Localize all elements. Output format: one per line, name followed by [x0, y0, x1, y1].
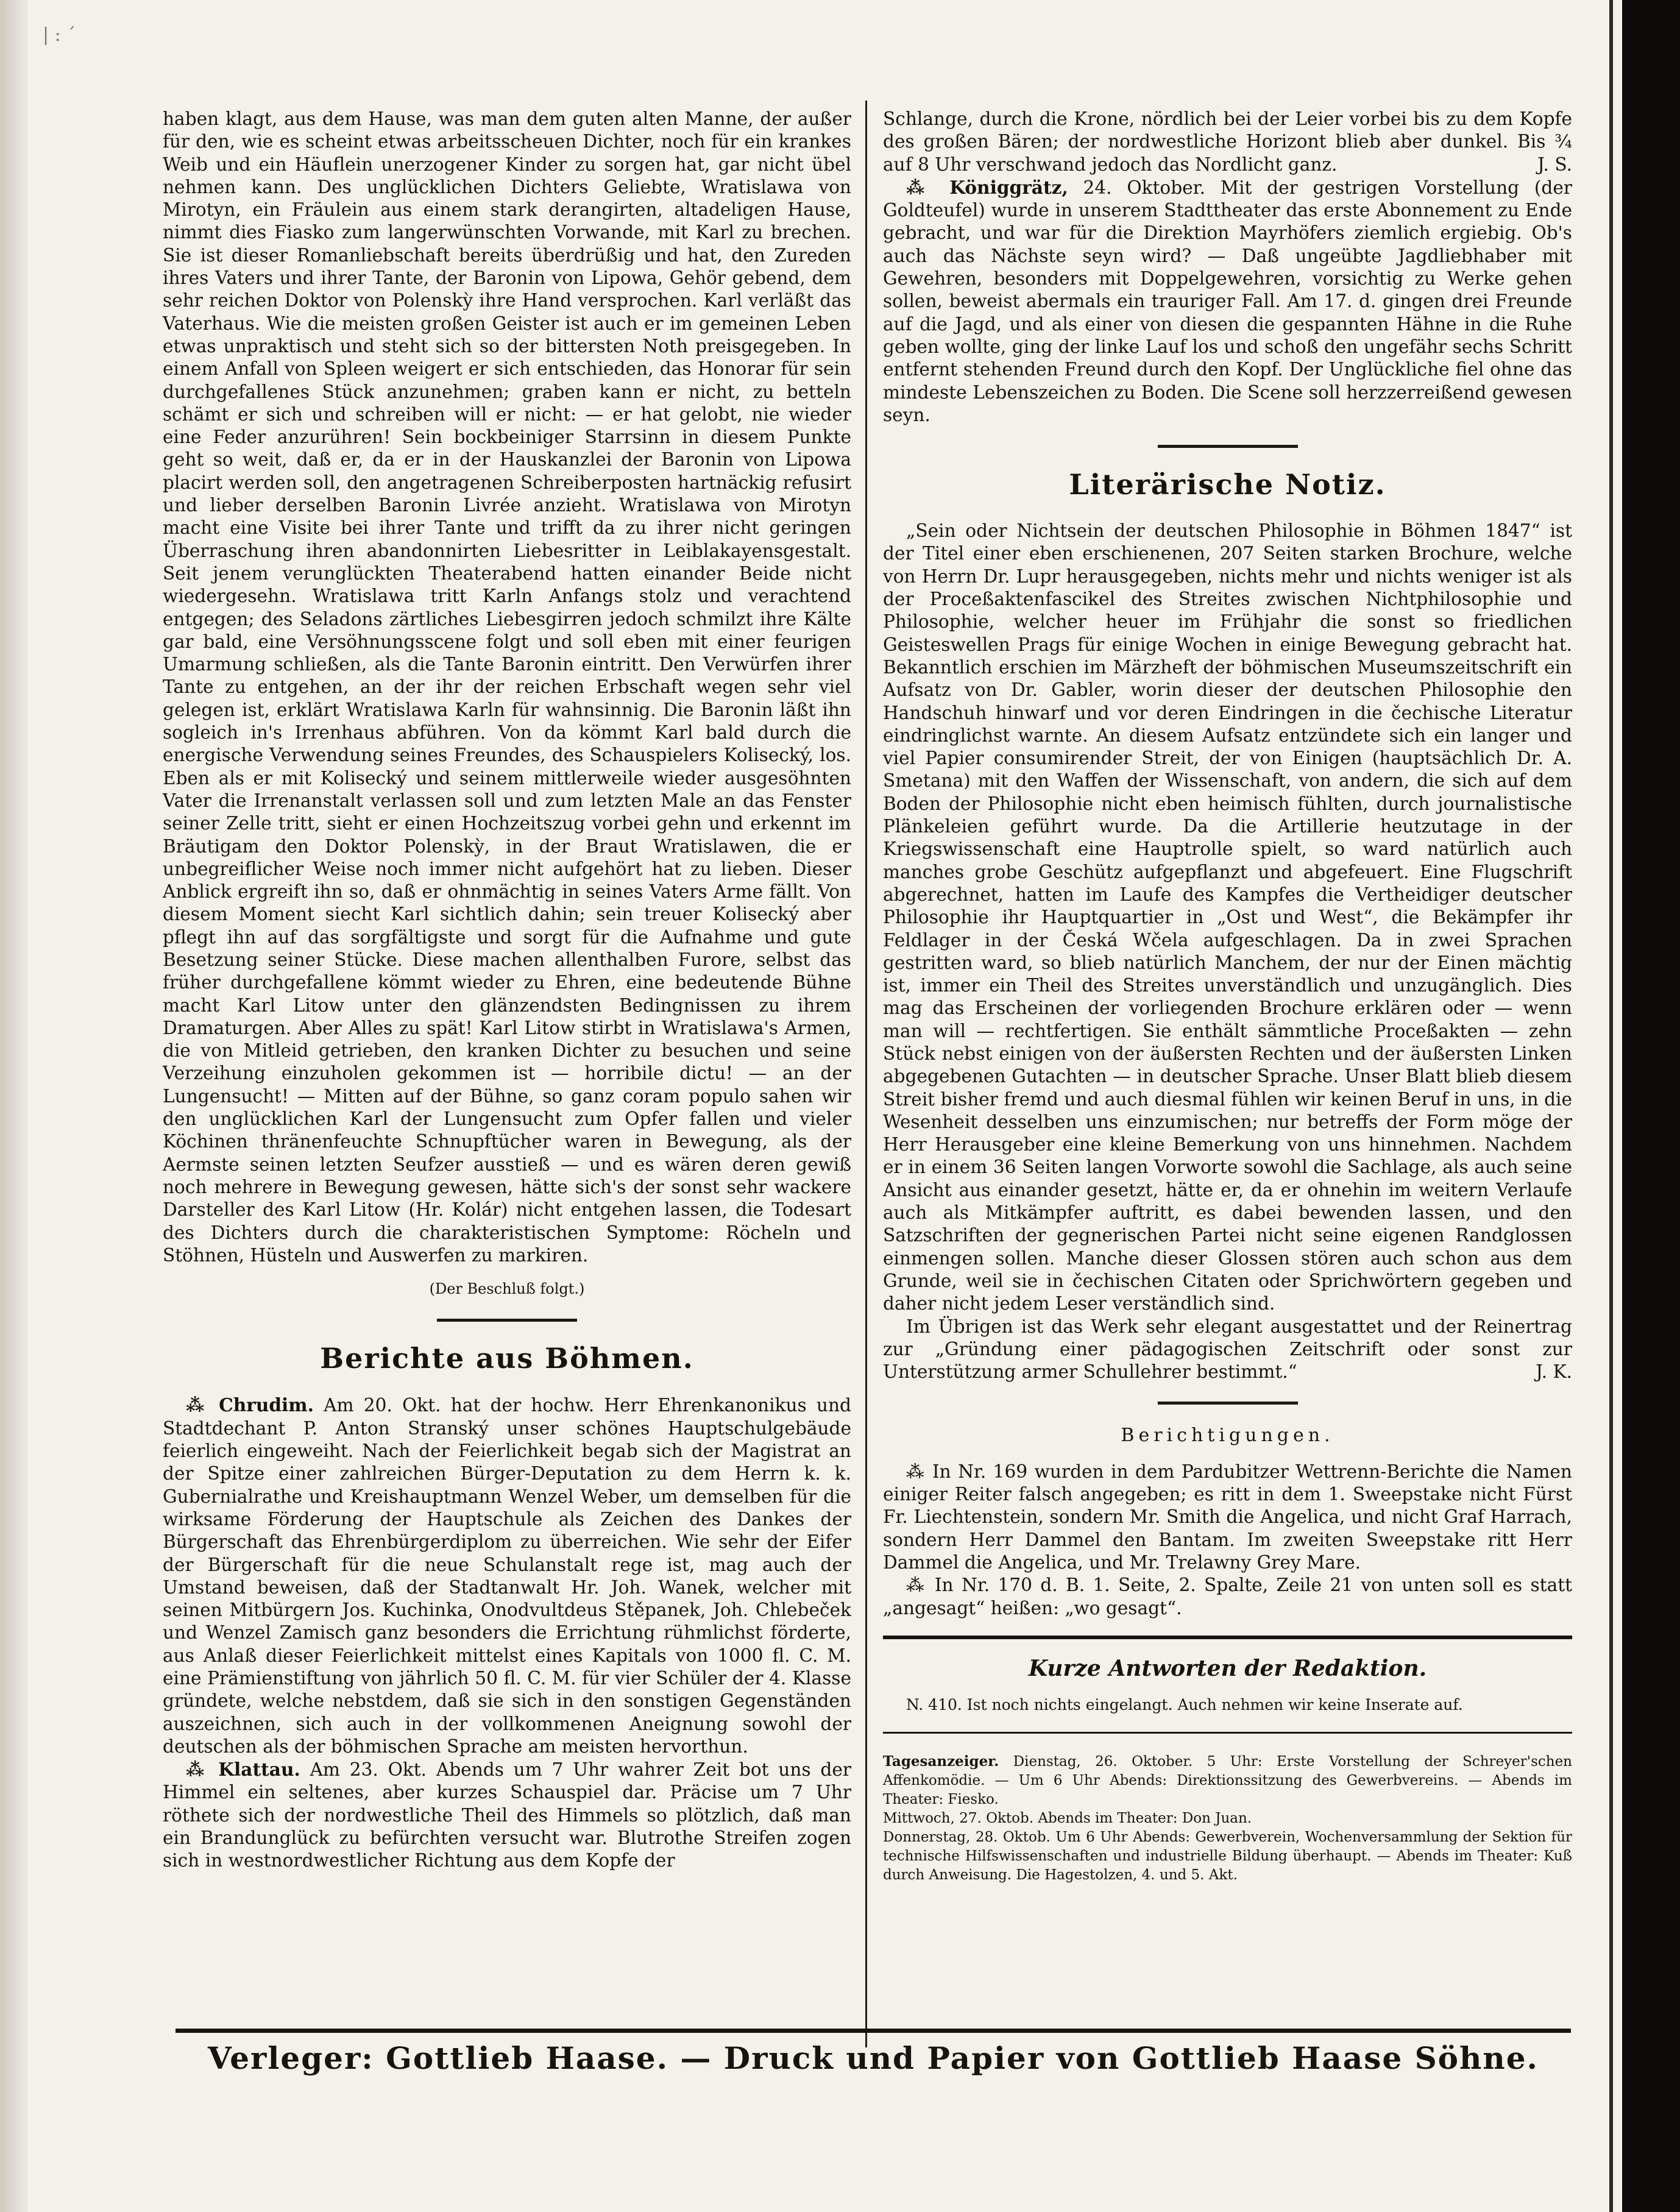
- report-text: Am 20. Okt. hat der hochw. Herr Ehrenkanonikus und Stadtdechant P. Anton Stranský unser schönes Hauptschulgebäude feierlich eingeweiht. Nach der Feierlichkeit begab sich der Magistrat an der Spitze einer zahlreichen Bürger-Deputation zu dem Herrn k. k. Gubernialrathe und Kreishauptmann Wenzel Weber, um demselben für die wirksame Förderung der Hauptschule als Zeichen des Dankes der Bürgerschaft das Ehrenbürgerdiplom zu überreichen. Wie sehr der Eifer der Bürgerschaft für die neue Schulanstalt rege ist, mag auch der Umstand beweisen, daß der Stadtanwalt Hr. Joh. Wanek, welcher mit seinen Mitbürgern Jos. Kuchinka, Onodvultdeus Stěpanek, Joh. Chlebeček und Wenzel Zamisch ganz besonders die Errichtung rühmlichst förderte, aus Anlaß dieser Feierlichkeit mittelst eines Kapitals von 1000 fl. C. M. eine Prämienstiftung von jährlich 50 fl. C. M. für vier Schüler der 4. Klasse gründete, welche nebstdem, daß sie sich in den sonstigen Gegenständen auszeichnen, sich auch in der vollkommenen Aneignung sowohl der deutschen als der böhmischen Sprache am meisten hervorthun.: [163, 1395, 851, 1757]
- report-text: 24. Oktober. Mit der gestrigen Vorstellung (der Goldteufel) wurde in unserem Stadttheater das erste Abonnement zu Ende gebracht, und war für die Direktion Mayrhöfers ziemlich ergiebig. Ob's auch das Nächste seyn wird? — Daß ungeübte Jagdliebhaber mit Gewehren, besonders mit Doppelgewehren, vorsichtig zu Werke gehen sollen, beweist abermals ein trauriger Fall. Am 17. d. gingen drei Freunde auf die Jagd, und als einer von diesen die gespannten Hähne in die Ruhe geben wollte, ging der linke Lauf los und schoß den ungefähr sechs Schritt entfernt stehenden Freund durch den Kopf. Der Unglückliche fiel ohne das mindeste Lebenszeichen zu Boden. Die Scene soll herzzerreißend gewesen seyn.: [883, 177, 1572, 425]
- literary-note-closing: Im Übrigen ist das Werk sehr elegant ausgestattet und der Reinertrag zur „Gründung einer pädagogischen Zeitschrift oder sonst zur Unterstützung armer Schullehrer bestimmt.“: [883, 1316, 1572, 1383]
- publisher-imprint: Verleger: Gottlieb Haase. — Druck und Papier von Gottlieb Haase Söhne.: [208, 2040, 1539, 2076]
- report-chrudim: [163, 1394, 851, 1758]
- continued-note: (Der Beschluß folgt.): [429, 1280, 585, 1298]
- left-column: [163, 108, 851, 1873]
- column-divider: [865, 101, 867, 2047]
- feuilleton-text: haben klagt, aus dem Hause, was man dem guten alten Manne, der außer für den, wie es scheint etwas arbeitsscheuen Dichter, noch für ein krankes Weib und ein Häuflein unerzogener Kinder zu sorgen hat, gar nicht übel nehmen kann. Des unglücklichen Dichters Geliebte, Wratislawa von Mirotyn, ein Fräulein aus einem stark derangirten, altadeligen Hause, nimmt dies Fiasko zum langerwünschten Vorwande, mit Karl zu brechen. Sie ist dieser Romanliebschaft bereits überdrüßig und hat, den Zureden ihres Vaters und ihrer Tante, der Baronin von Lipowa, Gehör gebend, dem sehr reichen Doktor von Polenskỳ ihre Hand versprochen. Karl verläßt das Vaterhaus. Wie die meisten großen Geister ist auch er im gemeinen Leben etwas unpraktisch und steht sich so der bittersten Noth preisgegeben. In einem Anfall von Spleen weigert er sich entschieden, das Honorar für sein durchgefallenes Stück anzunehmen; graben kann er nicht, zu betteln schämt er sich und schreiben will er nicht: — er hat gelobt, nie wieder eine Feder anzurühren! Sein bockbeiniger Starrsinn in diesem Punkte geht so weit, daß er, da er in der Hauskanzlei der Baronin von Lipowa placirt werden soll, den angetragenen Schreiberposten hartnäckig refusirt und lieber derselben Baronin Livrée anzieht. Wratislawa von Mirotyn macht eine Visite bei ihrer Tante und trifft da zu ihrer nicht geringen Überraschung ihren abandonnirten Liebesritter in Leiblakayensgestalt. Seit jenem verunglückten Theaterabend hatten einander Beide nicht wiedergesehn. Wratislawa tritt Karln Anfangs stolz und verachtend entgegen; des Seladons zärtliches Liebesgirren jedoch schmilzt ihre Kälte gar bald, eine Versöhnungsscene folgt und soll eben mit einer feurigen Umarmung schließen, als die Tante Baronin eintritt. Den Verwürfen ihrer Tante zu entgehen, an der ihr der reichen Erbschaft wegen sehr viel gelegen ist, erklärt Wratislawa Karln für wahnsinnig. Die Baronin läßt ihn sogleich in's Irrenhaus abführen. Von da kömmt Karl bald durch die energische Verwendung seines Freundes, des Schauspielers Kolisecký, los. Eben als er mit Kolisecký und seinem mittlerweile wieder ausgesöhnten Vater die Irrenanstalt verlassen soll und zum letzten Male an das Fenster seiner Zelle tritt, sieht er einen Hochzeitszug vorbei gehn und erkennt im Bräutigam den Doktor Polenskỳ, in der Braut Wratislawen, die er unbegreiflicher Weise noch immer nicht aufgehört hat zu lieben. Dieser Anblick ergreift ihn so, daß er ohnmächtig in seines Vaters Arme fällt. Von diesem Moment siecht Karl sichtlich dahin; sein treuer Kolisecký aber pflegt ihn auf das sorgfältigste und sorgt für die Aufnahme und gute Besetzung seiner Stücke. Diese machen allenthalben Furore, selbst das früher durchgefallene kömmt wieder zu Ehren, eine bedeutende Bühne macht Karl Litow unter den glänzendsten Bedingnissen zu ihrem Dramaturgen. Aber Alles zu spät! Karl Litow stirbt in Wratislawa's Armen, die von Mitleid getrieben, den kranken Dichter zu besuchen und seine Verzeihung einzuholen gekommen ist — horribile dictu! — an der Lungensucht! — Mitten auf der Bühne, so ganz coram populo sahen wir den unglücklichen Karl der Lungensucht zum Opfer fallen und vieler Köchinen thränenfeuchte Schnupftücher waren in Bewegung, als der Aermste seinen letzten Seufzer ausstieß — und es wären deren gewiß noch mehrere in Bewegung gewesen, hätte sich's der sonst sehr wackere Darsteller des Karl Litow (Hr. Kolár) nicht entgehen lassen, die Todesart des Dichters durch die charakteristischen Symptome: Röcheln und Stöhnen, Hüsteln und Auswerfen zu markiren.: [163, 108, 851, 1266]
- scan-right-edge: [1622, 0, 1680, 2212]
- report-koeniggraetz: [883, 176, 1572, 427]
- report-klattau: [163, 1758, 851, 1872]
- day-calendar: [883, 1752, 1572, 1885]
- answers-text: N. 410. Ist noch nichts eingelangt. Auch nehmen wir keine Inserate auf.: [906, 1696, 1463, 1714]
- section-separator: [437, 1319, 577, 1322]
- calendar-entry: [883, 1752, 1572, 1809]
- literary-note-title: Literärische Notiz.: [1069, 468, 1386, 502]
- continuation-signature: J. S.: [1537, 154, 1572, 175]
- section-rule: [883, 1732, 1572, 1734]
- margin-marks: | : ´: [43, 24, 76, 46]
- corrections-title: Berichtigungen.: [1121, 1425, 1334, 1447]
- calendar-label: Tagesanzeiger.: [883, 1753, 999, 1770]
- scan-left-margin: [0, 0, 28, 2212]
- continuation-body: Schlange, durch die Krone, nördlich bei der Leier vorbei bis zu dem Kopfe des großen Bären; der nordwestliche Horizont blieb aber dunkel. Bis ¾ auf 8 Uhr verschwand jedoch das Nordlicht ganz.: [883, 108, 1572, 175]
- section-separator: [1158, 445, 1298, 448]
- continuation-text: [883, 108, 1572, 176]
- report-place: ⁂ Klattau.: [186, 1759, 300, 1781]
- calendar-entry-text: Dienstag, 26. Oktober. 5 Uhr: Erste Vorstellung der Schreyer'schen Affenkomödie. — Um 6 Uhr Abends: Direktionssitzung des Gewerbvereins. — Abends im Theater: Fiesko.: [883, 1754, 1573, 1808]
- correction-item: ⁂ In Nr. 169 wurden in dem Pardubitzer Wettrenn-Berichte die Namen einiger Reiter falsch angegeben; es ritt in dem 1. Sweepstake nicht Fürst Fr. Liechtenstein, sondern Mr. Smith die Angelica, und nicht Graf Harrach, sondern Herr Dammel den Bantam. Im zweiten Sweepstake ritt Herr Dammel die Angelica, und Mr. Trelawny Grey Mare.: [883, 1461, 1572, 1573]
- literary-note-signature: J. K.: [1536, 1361, 1572, 1383]
- section-title: Berichte aus Böhmen.: [320, 1342, 694, 1375]
- literary-note-text: „Sein oder Nichtsein der deutschen Philosophie in Böhmen 1847“ ist der Titel einer eben erschienenen, 207 Seiten starken Brochure, welche von Herrn Dr. Lupr herausgegeben, nichts mehr und nichts weniger ist als der Proceßaktenfascikel des Streites zwischen Nichtphilosophie und Philosophie, welcher heuer im Frühjahr die sonst so friedlichen Geisteswellen Prags für einige Wochen in einige Bewegung gebracht hat. Bekanntlich erschien im Märzheft der böhmischen Museumszeitschrift ein Aufsatz von Dr. Gabler, worin dieser der deutschen Philosophie den Handschuh hinwarf und vor deren Eindringen in die čechische Literatur eindringlichst warnte. An diesem Aufsatz entzündete sich ein langer und viel Papier consumirender Streit, der von Einigen (hauptsächlich Dr. A. Smetana) mit den Waffen der Wissenschaft, von andern, die sich auf dem Boden der Philosophie nicht eben heimisch fühlten, durch journalistische Plänkeleien geführt wurde. Da die Artillerie heutzutage in der Kriegswissenschaft eine Hauptrolle spielt, so ward natürlich auch manches grobe Geschütz aufgepflanzt und abgefeuert. Eine Flugschrift abgerechnet, hatten im Laufe des Kampfes die Vertheidiger deutscher Philosophie ihr Hauptquartier in „Ost und West“, die Bekämpfer ihr Feldlager in der Česká Wčela aufgeschlagen. Da in zwei Sprachen gestritten ward, so blieb natürlich Manchem, der nur der Einen mächtig ist, immer ein Theil des Streites unverständlich und unzugänglich. Dies mag das Erscheinen der vorliegenden Brochure erklären oder — wenn man will — rechtfertigen. Sie enthält sämmtliche Proceßakten — zehn Stück nebst einigen von der äußersten Rechten und der äußersten Linken abgegebenen Gutachten — in deutscher Sprache. Unser Blatt blieb diesem Streit bisher fremd und auch diesmal fühlen wir keinen Beruf in uns, in die Wesenheit desselben uns einzumischen; nur betreffs der Form möge der Herr Herausgeber eine kleine Bemerkung von uns hinnehmen. Nachdem er in einem 36 Seiten langen Vorworte sowohl die Sachlage, als auch seine Ansicht aus einander gesetzt, hätte er, da er ohnehin im weitern Verlaufe auch als Mitkämpfer auftritt, es dabei bewenden lassen, und den Satzschriften der gegnerischen Partei nicht seine eigenen Randglossen einmengen sollen. Manche dieser Glossen stören auch schon aus dem Grunde, weil sie in čechischen Citaten oder Sprichwörtern gegeben und daher nicht jedem Leser verständlich sind.: [883, 520, 1572, 1314]
- correction-item: ⁂ In Nr. 170 d. B. 1. Seite, 2. Spalte, Zeile 21 von unten soll es statt „angesagt“ heißen: „wo gesagt“.: [883, 1575, 1572, 1618]
- scan-fold-line: [1609, 0, 1613, 2212]
- report-place: ⁂ Chrudim.: [186, 1394, 314, 1416]
- report-text: Am 23. Okt. Abends um 7 Uhr wahrer Zeit bot uns der Himmel ein seltenes, aber kurzes Schauspiel dar. Präcise um 7 Uhr röthete sich der nordwestliche Theil des Himmels so plötzlich, daß man ein Brandunglück zu befürchten versucht war. Blutrothe Streifen zogen sich in westnordwestlicher Richtung aus dem Kopfe der: [163, 1759, 851, 1871]
- report-place: ⁂ Königgrätz,: [906, 176, 1068, 198]
- answers-title: Kurze Antworten der Redaktion.: [1028, 1655, 1427, 1681]
- footer-rule: [175, 2029, 1571, 2033]
- section-rule: [883, 1636, 1572, 1639]
- literary-note-text-2: [883, 1316, 1572, 1384]
- right-column: [883, 108, 1572, 1885]
- calendar-entry: Mittwoch, 27. Oktob. Abends im Theater: Don Juan.: [883, 1810, 1252, 1827]
- section-separator: [1158, 1402, 1298, 1405]
- calendar-entry: Donnerstag, 28. Oktob. Um 6 Uhr Abends: Gewerbverein, Wochenversammlung der Sektion für technische Hilfswissenschaften und industrielle Bildung überhaupt. — Abends im Theater: Kuß durch Anweisung. Die Hagestolzen, 4. und 5. Akt.: [883, 1829, 1572, 1884]
